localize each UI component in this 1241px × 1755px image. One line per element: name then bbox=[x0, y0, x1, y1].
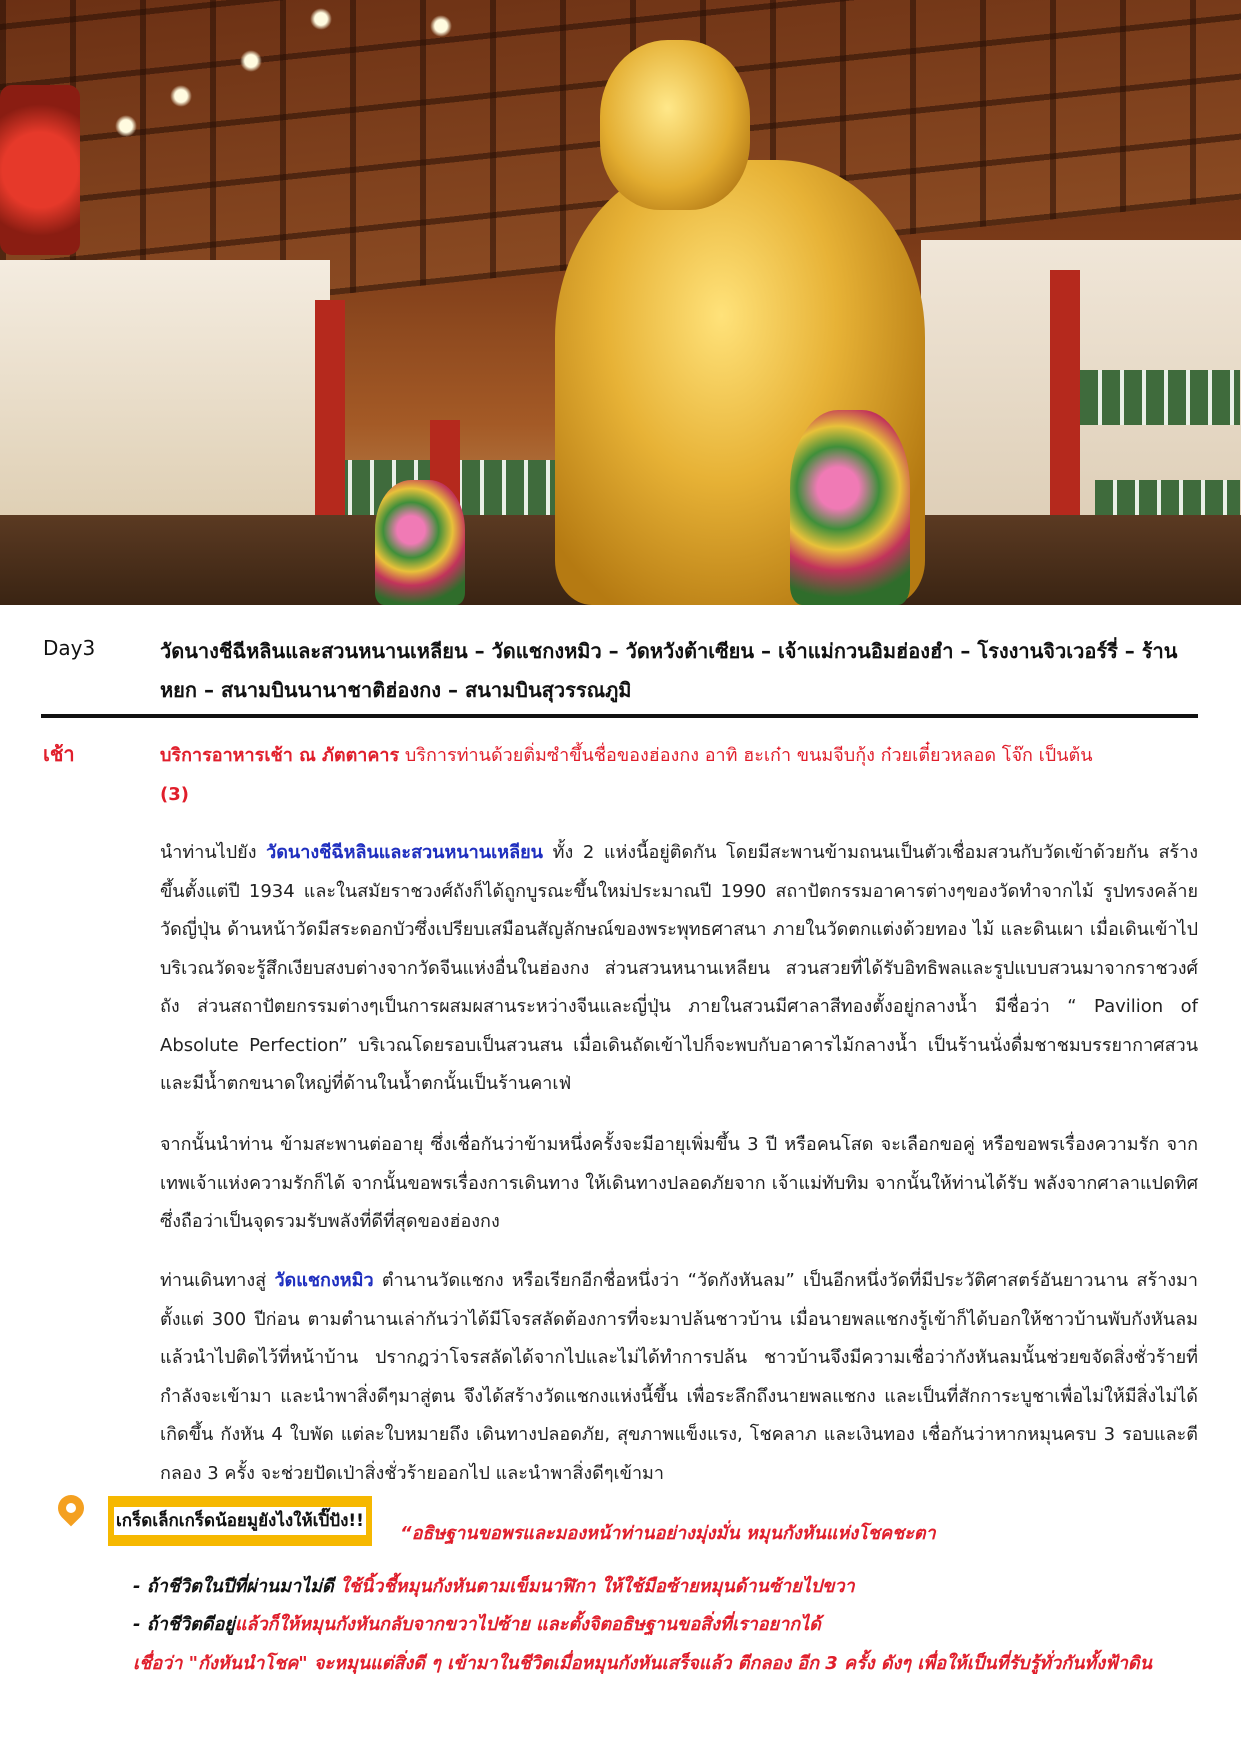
day-title: วัดนางชีฉีหลินและสวนหนานเหลียน – วัดแชกงหมิว – วัดหวังต้าเซียน – เจ้าแม่กวนอิมฮ่องฮำ – โรงงานจิวเวอร์รี่ – ร้านหยก – สนามบินนานาชาติฮ่องกง – สนามบินสุวรรณภูมิ bbox=[160, 639, 1178, 702]
ceiling-light bbox=[240, 50, 262, 72]
day-label: Day3 bbox=[43, 636, 96, 660]
tip-badge-label: เกร็ดเล็กเกร็ดน้อยมูยังไงให้เปิ๊ปัง!! bbox=[114, 1507, 366, 1535]
breakfast-title: บริการอาหารเช้า ณ ภัตตาคาร bbox=[160, 745, 400, 766]
hero-photo-temple-statue bbox=[0, 0, 1241, 605]
paragraph-che-kung bbox=[160, 1262, 1198, 1493]
paragraph-bridge: จากนั้นนำท่าน ข้ามสะพานต่ออายุ ซึ่งเชื่อกันว่าข้ามหนึ่งครั้งจะมีอายุเพิ่มขึ้น 3 ปี หรือคนโสด จะเลือกขอคู่ หรือขอพรเรื่องความรัก จากเทพเจ้าแห่งความรักก็ได้ จากนั้นขอพรเรื่องการเดินทาง ให้เดินทางปลอดภัยจาก เจ้าแม่ทับทิม จากนั้นให้ท่านได้รับ พลังจากศาลาแปดทิศ ซึ่งถือว่าเป็นจุดรวมรับพลังที่ดีที่สุดของฮ่องกง bbox=[160, 1134, 1198, 1232]
paragraph-chi-lin bbox=[160, 834, 1198, 1104]
paragraph-text: นำท่านไปยัง bbox=[160, 842, 267, 863]
paragraph-text: ตำนานวัดแชกง หรือเรียกอีกชื่อหนึ่งว่า “วัดกังหันลม” เป็นอีกหนึ่งวัดที่มีประวัติศาสตร์อันยาวนาน สร้างมาตั้งแต่ 300 ปีก่อน ตามตำนานเล่ากันว่าได้มีโจรสลัดต้องการที่จะมาปล้นชาวบ้าน เมื่อนายพลแชกงรู้เข้าก็ได้บอกให้ชาวบ้านพับกังหันลมแล้วนำไปติดไว้ที่หน้าบ้าน ปรากฎว่าโจรสลัดได้จากไปและไม่ได้ทำการปล้น ชาวบ้านจึงมีความเชื่อว่ากังหันลมนั้นช่วยขจัดสิ่งชั่วร้ายที่กำลังจะเข้ามา และนำพาสิ่งดีๆมาสู่ตน จึงได้สร้างวัดแชกงแห่งนี้ขึ้น เพื่อระลึกถึงนายพลแชกง และเป็นที่สักการะบูชาเพื่อไม่ให้มีสิ่งไม่ได้เกิดขึ้น กังหัน 4 ใบพัด แต่ละใบหมายถึง เดินทางปลอดภัย, สุขภาพแข็งแรง, โชคลาภ และเงินทอง เชื่อกันว่าหากหมุนครบ 3 รอบและตีกลอง 3 ครั้ง จะช่วยปัดเป่าสิ่งชั่วร้ายออกไป และนำพาสิ่งดีๆเข้ามา bbox=[160, 1270, 1198, 1484]
period-label-morning: เช้า bbox=[43, 742, 75, 766]
tip-line-3: เชื่อว่า "กังหันนำโชค" จะหมุนแต่สิ่งดี ๆ เข้ามาในชีวิตเมื่อหมุนกังหันเสร็จแล้ว ตีกลอง อีก 3 ครั้ง ดังๆ เพื่อให้เป็นที่รับรู้ทั่วกันทั้งฟ้าดิน bbox=[133, 1653, 1152, 1674]
paragraph-text: ทั้ง 2 แห่งนี้อยู่ติดกัน โดยมีสะพานข้ามถนนเป็นตัวเชื่อมสวนกับวัดเข้าด้วยกัน สร้างขึ้นตั้งแต่ปี 1934 และในสมัยราชวงศ์ถังก็ได้ถูกบูรณะขึ้นใหม่ประมาณปี 1990 สถาปัตกรรมอาคารต่างๆของวัดทำจากไม้ รูปทรงคล้ายวัดญี่ปุ่น ด้านหน้าวัดมีสระดอกบัวซึ่งเปรียบเสมือนสัญลักษณ์ของพระพุทธศาสนา ภายในวัดตกแต่งด้วยทอง ไม้ และดินเผา เมื่อเดินเข้าไปบริเวณวัดจะรู้สึกเงียบสงบต่างจากวัดจีนแห่งอื่นในฮ่องกง ส่วนสวนหนานเหลียน สวนสวยที่ได้รับอิทธิพลและรูปแบบสวนมาจากราชวงศ์ถัง ส่วนสถาปัตยกรรมต่างๆเป็นการผสมผสานระหว่างจีนและญี่ปุ่น ภายในสวนมีศาลาสีทองตั้งอยู่กลางน้ำ มีชื่อว่า “ Pavilion of Absolute Perfection” บริเวณโดยรอบเป็นสวนสน เมื่อเดินถัดเข้าไปก็จะพบกับอาคารไม้กลางน้ำ เป็นร้านนั่งดื่มชาชมบรรยากาศสวนและมีน้ำตกขนาดใหญ่ที่ด้านในน้ำตกนั้นเป็นร้านคาเฟ่ bbox=[160, 842, 1198, 1094]
flower-arrangement bbox=[375, 480, 465, 605]
tip-line-1-text: ใช้นิ้วชี้หมุนกังหันตามเข็มนาฬิกา ให้ใช้มือซ้ายหมุนด้านซ้ายไปขวา bbox=[333, 1576, 855, 1597]
location-pin-icon bbox=[53, 1490, 90, 1527]
ceiling-light bbox=[430, 15, 452, 37]
tip-line-2 bbox=[133, 1609, 821, 1638]
tip-line-1 bbox=[133, 1571, 855, 1600]
paragraph-text: ท่านเดินทางสู่ bbox=[160, 1270, 275, 1291]
golden-statue-head bbox=[600, 40, 750, 210]
tip-line-2-text: แล้วก็ให้หมุนกังหันกลับจากขวาไปซ้าย และตั้งจิตอธิษฐานขอสิ่งที่เราอยากได้ bbox=[234, 1614, 821, 1635]
breakfast-line bbox=[160, 736, 1198, 814]
place-chi-lin-nunnery: วัดนางชีฉีหลินและสวนหนานเหลียน bbox=[266, 842, 543, 863]
red-lantern bbox=[0, 85, 80, 255]
flower-arrangement bbox=[790, 410, 910, 605]
tip-quote: “อธิษฐานขอพรและมองหน้าท่านอย่างมุ่งมั่น หมุนกังหันแห่งโชคชะตา bbox=[400, 1523, 936, 1544]
tip-badge bbox=[108, 1496, 372, 1546]
meal-count: (3) bbox=[160, 784, 189, 805]
ceiling-light bbox=[115, 115, 137, 137]
tip-line-1-lead: - ถ้าชีวิตในปีที่ผ่านมาไม่ดี bbox=[133, 1576, 334, 1597]
header-divider bbox=[41, 714, 1198, 718]
ceiling-light bbox=[310, 8, 332, 30]
breakfast-text: บริการท่านด้วยติ่มซำขึ้นชื่อของฮ่องกง อาทิ ฮะเก๋า ขนมจีบกุ้ง ก๋วยเตี๋ยวหลอด โจ๊ก เป็นต้น bbox=[399, 745, 1093, 766]
tip-line-2-lead: - ถ้าชีวิตดีอยู่ bbox=[133, 1614, 235, 1635]
place-che-kung-temple: วัดแชกงหมิว bbox=[274, 1270, 374, 1291]
ceiling-light bbox=[170, 85, 192, 107]
window-right-top bbox=[1080, 370, 1240, 425]
